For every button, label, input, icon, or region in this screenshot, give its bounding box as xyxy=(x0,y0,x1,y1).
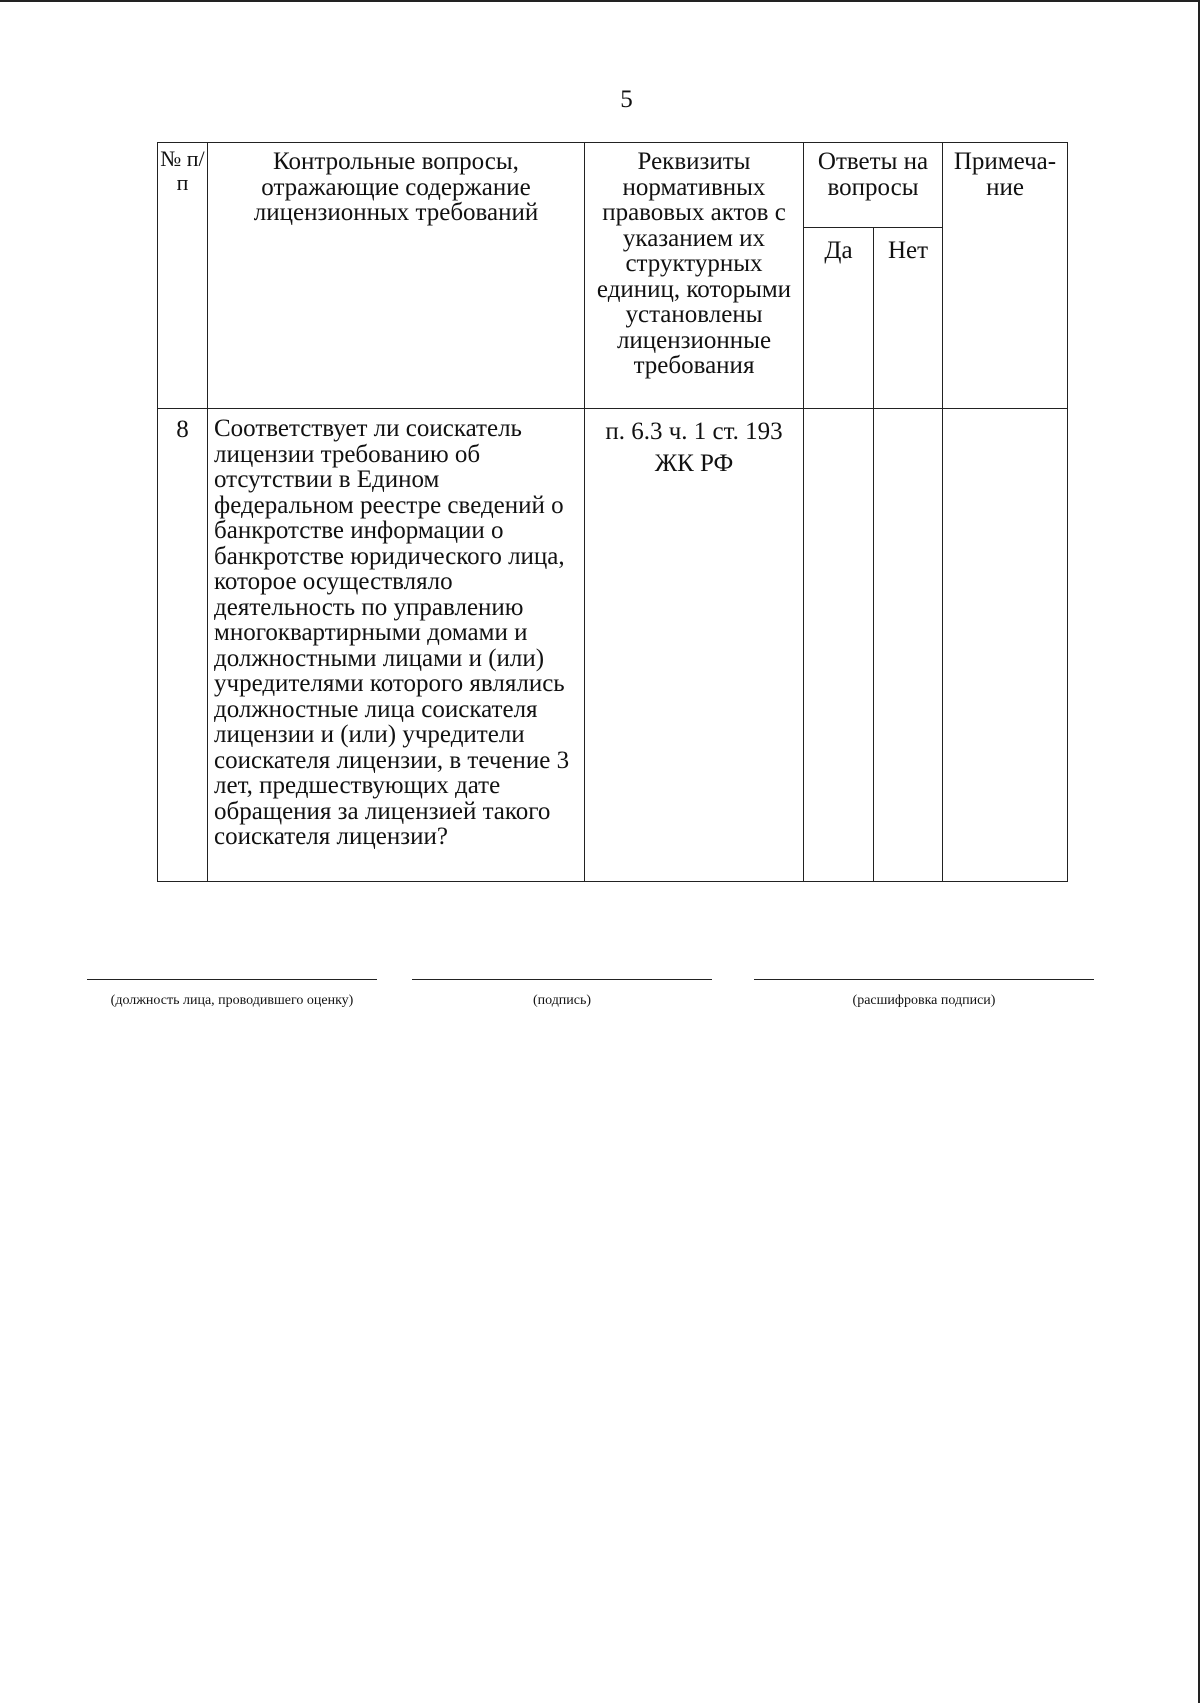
row-answer-no[interactable] xyxy=(874,409,943,882)
table-header-row xyxy=(158,143,1068,228)
row-question: Соответствует ли соискатель лицензии требованию об отсутствии в Едином федеральном реестре сведений о банкротстве информации о банкротстве юридического лица, которое осуществляло деятельность по управлению многоквартирными домами и должностными лицами и (или) учредителями которого являлись должностные лица соискателя лицензии и (или) учредители соискателя лицензии, в течение 3 лет, предшествующих дате обращения за лицензией такого соискателя лицензии? xyxy=(208,409,585,882)
header-no: Нет xyxy=(874,228,943,409)
header-answers: Ответы на вопросы xyxy=(804,143,943,228)
checklist-table xyxy=(157,142,1068,882)
row-answer-yes[interactable] xyxy=(804,409,874,882)
header-yes: Да xyxy=(804,228,874,409)
position-line xyxy=(87,979,377,980)
table-row xyxy=(158,409,1068,882)
scan-edge-top xyxy=(0,0,1200,2)
header-note: Примеча-ние xyxy=(943,143,1068,409)
decoding-line xyxy=(754,979,1094,980)
decoding-label: (расшифровка подписи) xyxy=(852,993,996,1008)
signature-line xyxy=(412,979,712,980)
signature-label: (подпись) xyxy=(532,993,592,1008)
header-requisites: Реквизиты нормативных правовых актов с указанием их структурных единиц, которыми установлены лицензионные требования xyxy=(585,143,804,409)
position-label: (должность лица, проводившего оценку) xyxy=(110,993,354,1008)
row-note[interactable] xyxy=(943,409,1068,882)
row-requisites: п. 6.3 ч. 1 ст. 193 ЖК РФ xyxy=(585,409,804,882)
row-number: 8 xyxy=(158,409,208,882)
header-number: № п/п xyxy=(158,143,208,409)
page-number: 5 xyxy=(620,86,633,113)
header-question: Контрольные вопросы, отражающие содержание лицензионных требований xyxy=(208,143,585,409)
